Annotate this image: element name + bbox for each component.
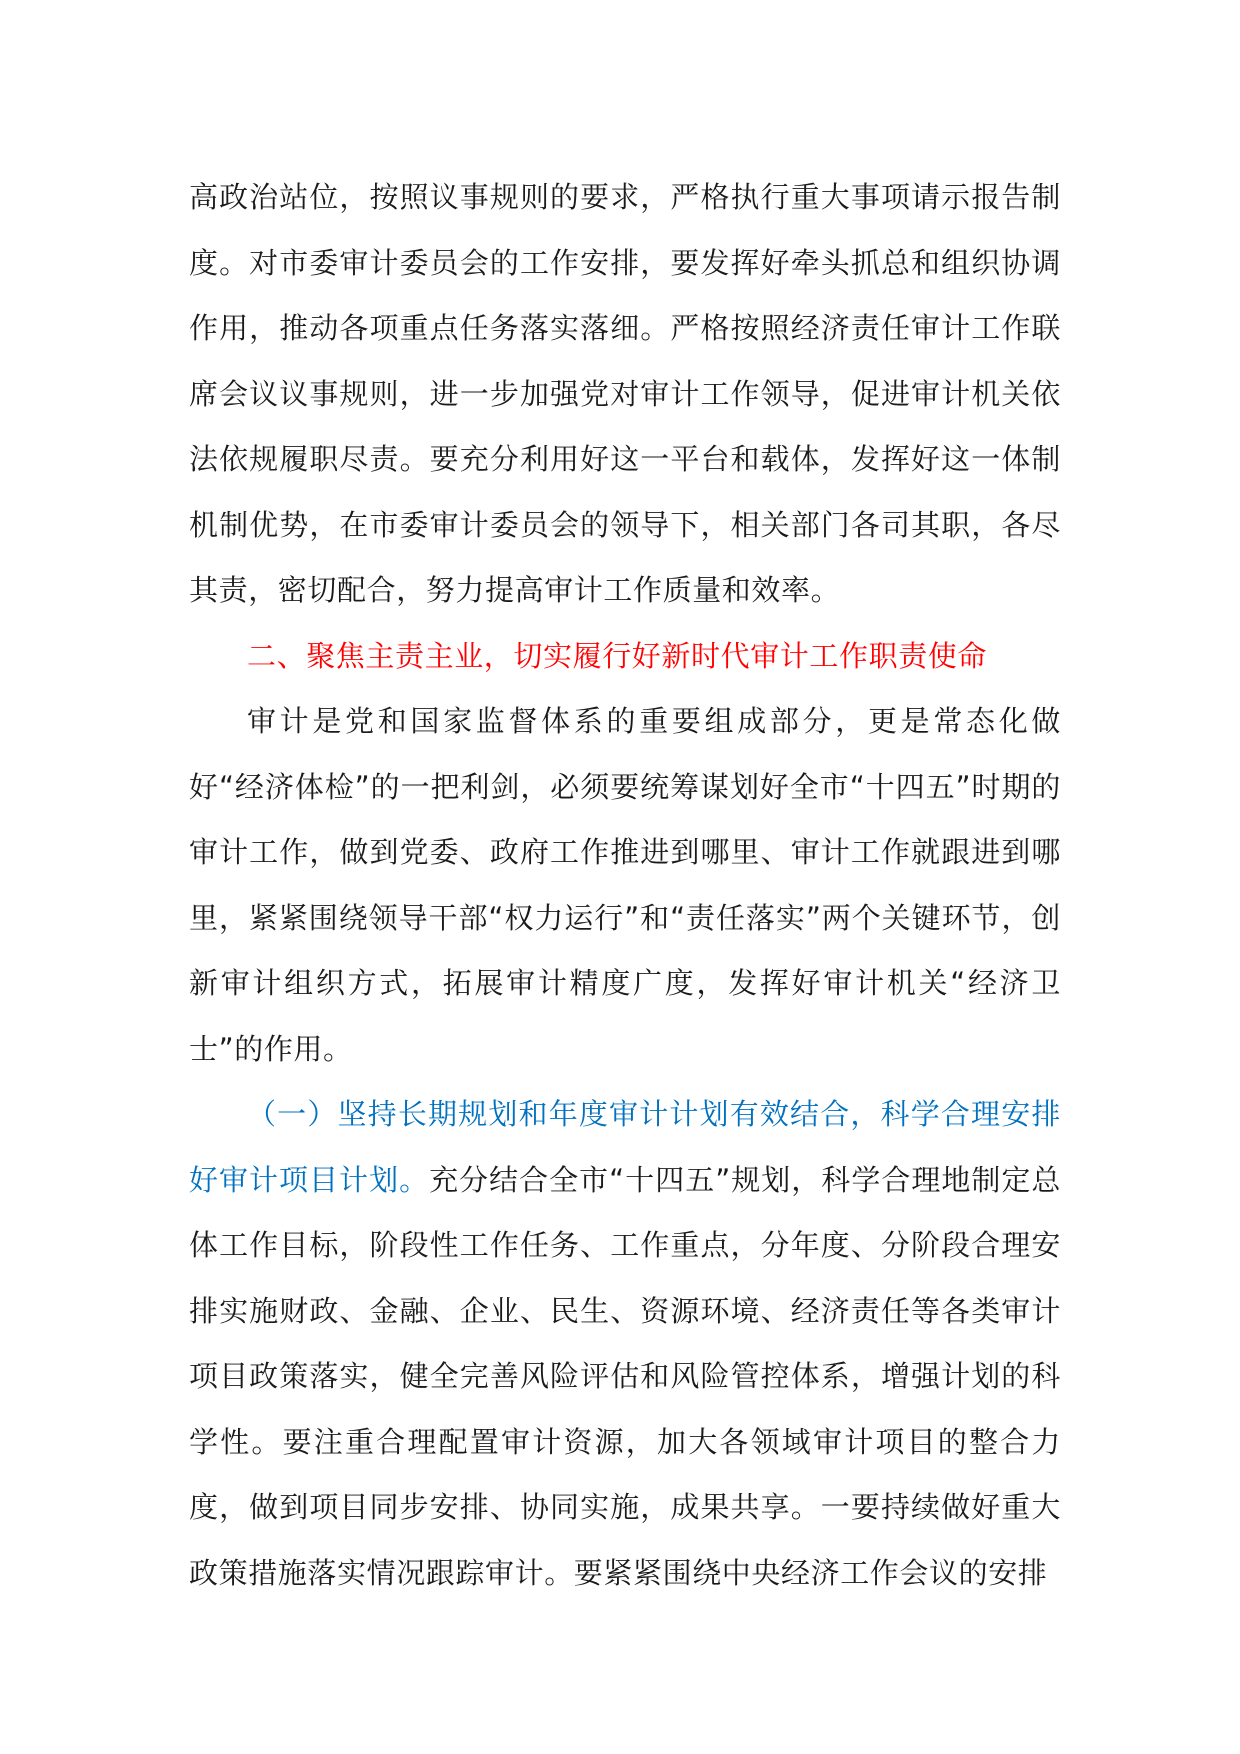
document-page (189, 165, 1061, 1606)
paragraph-planning-body: 充分结合全市“十四五”规划，科学合理地制定总体工作目标，阶段性工作任务、工作重点，分年度、分阶段合理安排实施财政、金融、企业、民生、资源环境、经济责任等各类审计项目政策落实，健全完善风险评估和风险管控体系，增强计划的科学性。要注重合理配置审计资源，加大各领域审计项目的整合力度，做到项目同步安排、协同实施，成果共享。一要持续做好重大政策措施落实情况跟踪审计。要紧紧围绕中央经济工作会议的安排 (189, 1162, 1061, 1590)
paragraph-continued: 高政治站位，按照议事规则的要求，严格执行重大事项请示报告制度。对市委审计委员会的工作安排，要发挥好牵头抓总和组织协调作用，推动各项重点任务落实落细。严格按照经济责任审计工作联席会议议事规则，进一步加强党对审计工作领导，促进审计机关依法依规履职尽责。要充分利用好这一平台和载体，发挥好这一体制机制优势，在市委审计委员会的领导下，相关部门各司其职，各尽其责，密切配合，努力提高审计工作质量和效率。 (189, 180, 1061, 607)
section-heading: 二、聚焦主责主业，切实履行好新时代审计工作职责使命 (247, 638, 988, 673)
subsection-heading: （一）坚持长期规划和年度审计计划有效结合，科学合理安排好审计项目计划。 (189, 1097, 1061, 1197)
paragraph-audit-role: 审计是党和国家监督体系的重要组成部分，更是常态化做好“经济体检”的一把利剑，必须要统筹谋划好全市“十四五”时期的审计工作，做到党委、政府工作推进到哪里、审计工作就跟进到哪里，紧紧围绕领导干部“权力运行”和“责任落实”两个关键环节，创新审计组织方式，拓展审计精度广度，发挥好审计机关“经济卫士”的作用。 (189, 704, 1061, 1066)
paragraph-planning (189, 1082, 1061, 1606)
